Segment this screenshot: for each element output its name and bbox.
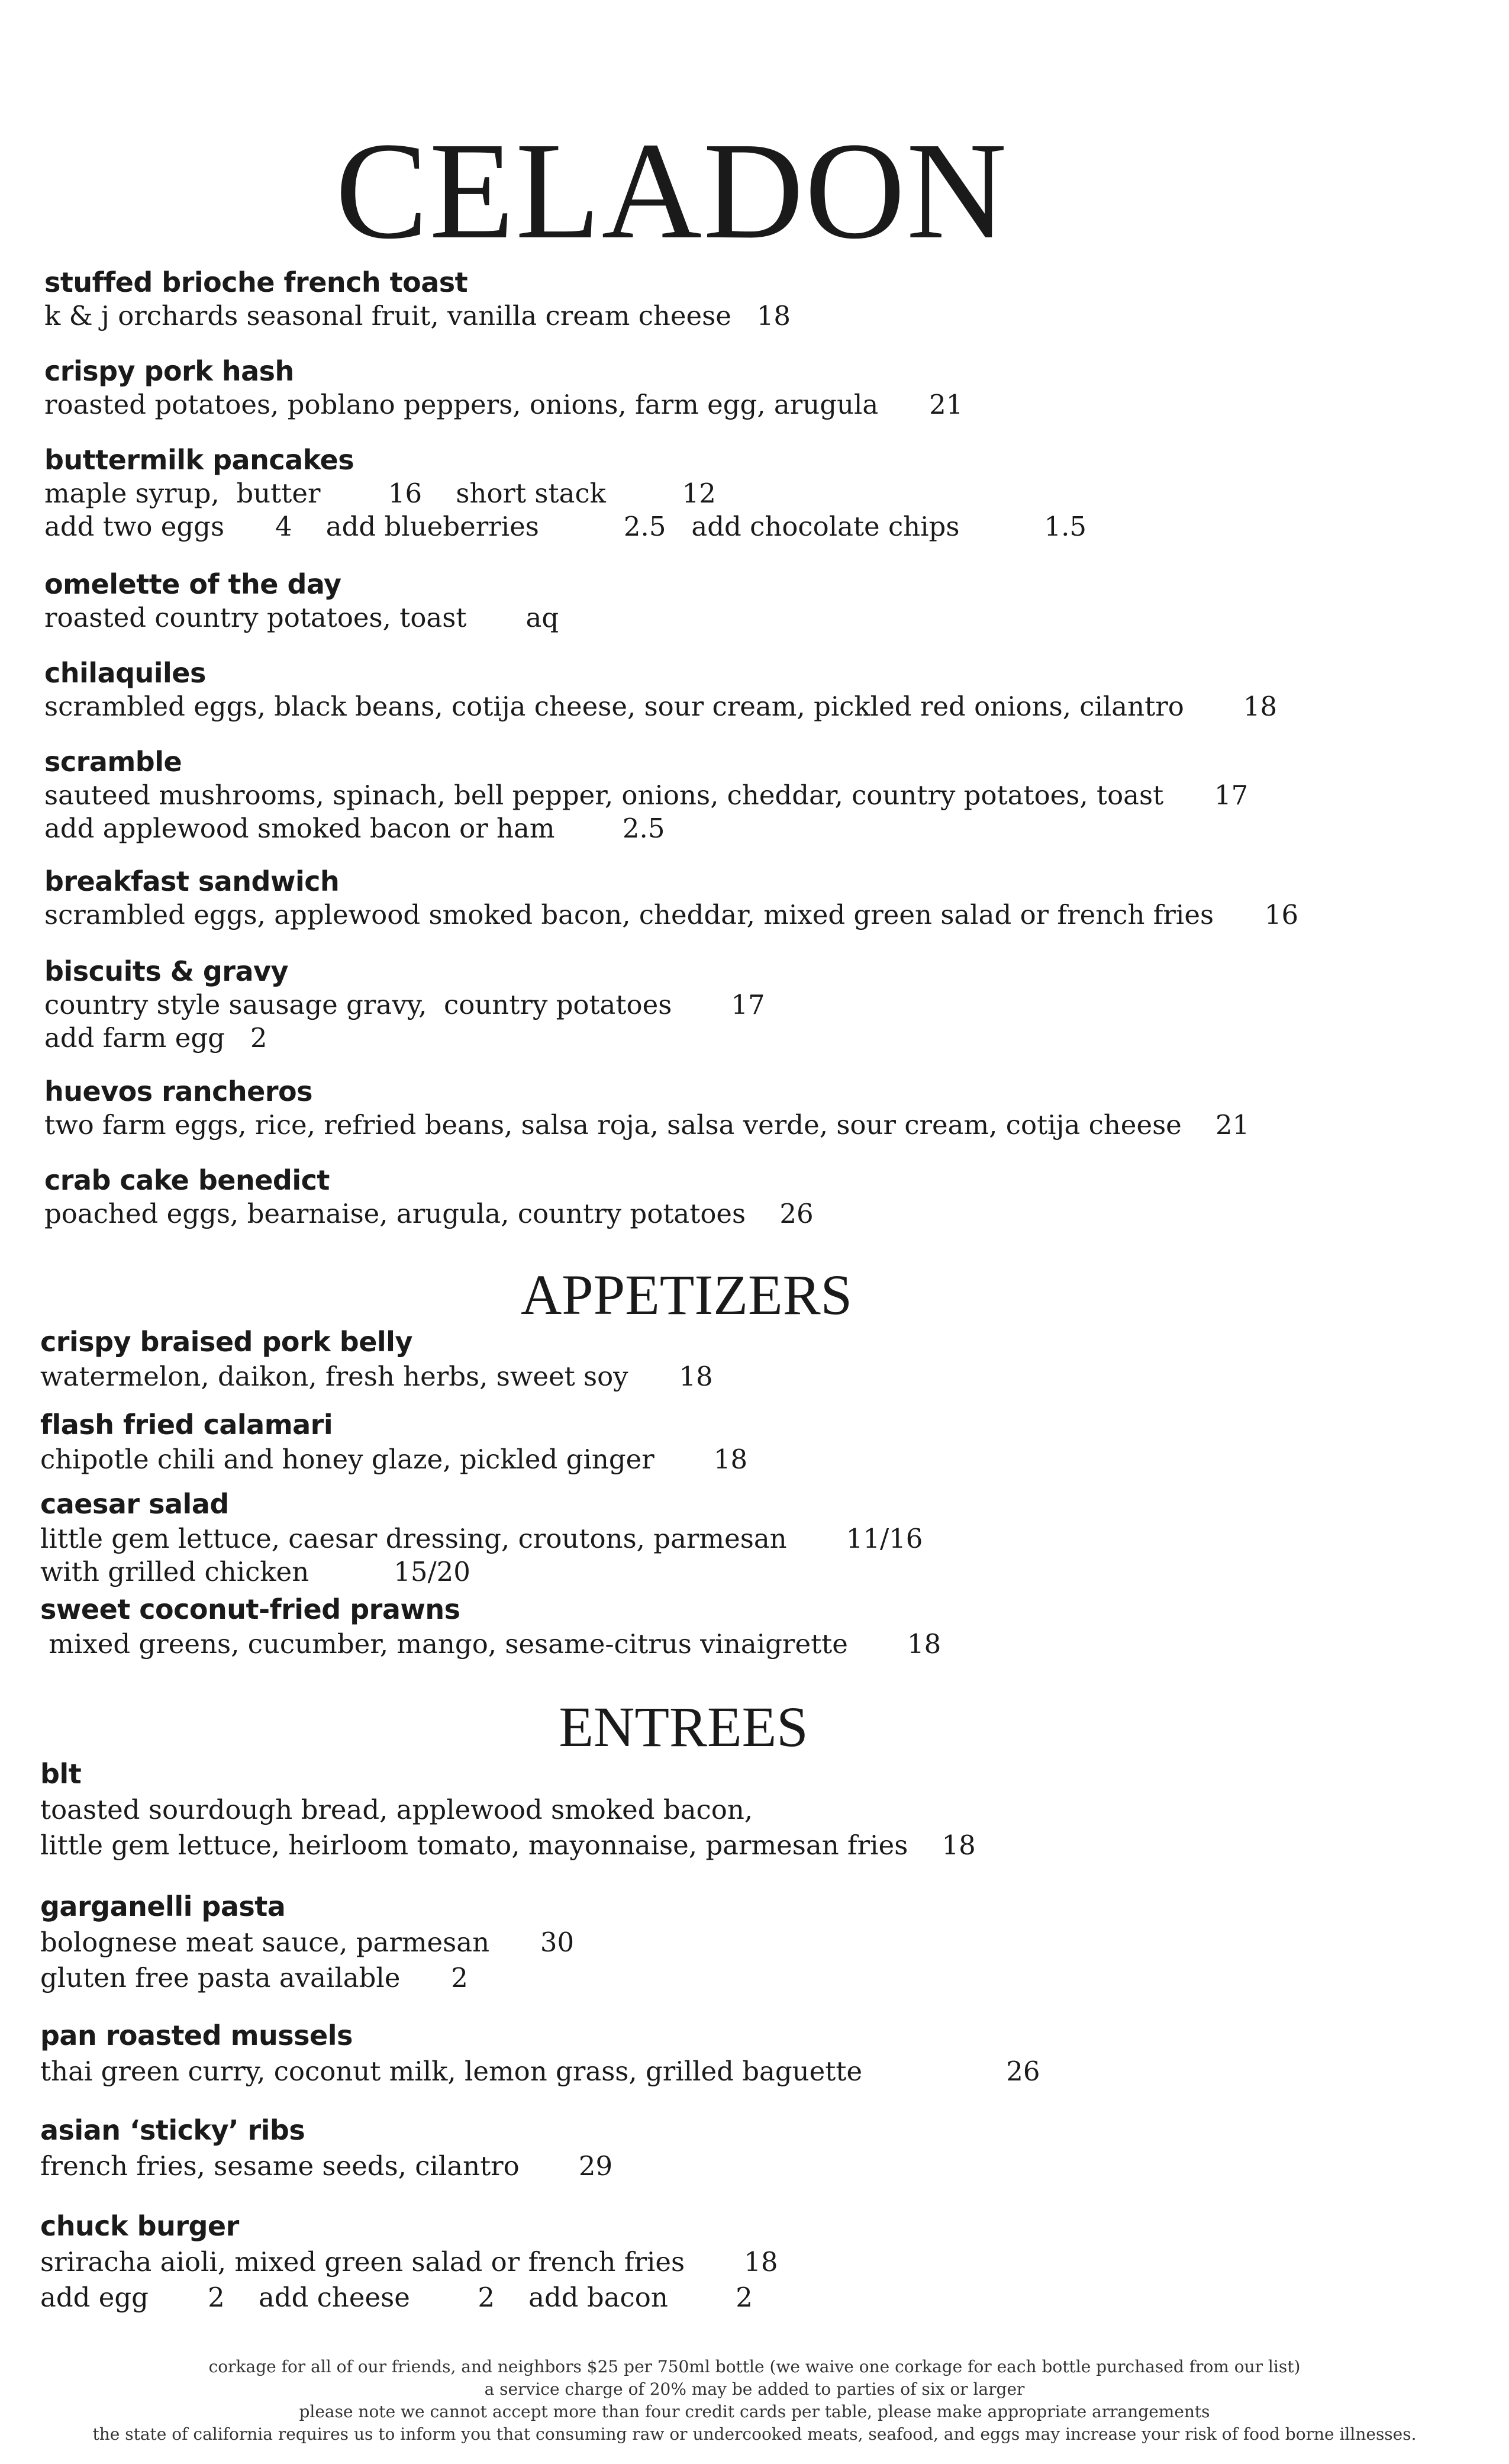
menu-item [40, 2112, 612, 2184]
menu-item-name: scramble [44, 746, 182, 778]
menu-item-description: little gem lettuce, heirloom tomato, mayonnaise, parmesan fries 18 [40, 1830, 976, 1861]
menu-item [40, 1888, 574, 1996]
restaurant-title [0, 114, 1509, 268]
menu-footer-notes [0, 2356, 1509, 2446]
menu-item-name: blt [40, 1758, 82, 1790]
menu-item-name: huevos rancheros [44, 1075, 313, 1107]
appetizers-heading [0, 1263, 1509, 1326]
service-charge-note: a service charge of 20% may be added to parties of six or larger [484, 2379, 1025, 2399]
menu-item-name: crispy pork hash [44, 355, 294, 387]
menu-item-description: maple syrup, butter 16 short stack 12 [44, 478, 716, 509]
menu-item-name: breakfast sandwich [44, 865, 340, 897]
menu-item-description: scrambled eggs, black beans, cotija cheese, sour cream, pickled red onions, cilantro 18 [44, 691, 1278, 722]
menu-item-name: crispy braised pork belly [40, 1326, 412, 1358]
menu-item-name: asian ‘sticky’ ribs [40, 2114, 305, 2146]
menu-item [40, 1323, 713, 1393]
menu-item-description: sauteed mushrooms, spinach, bell pepper, onions, cheddar, country potatoes, toast 17 [44, 780, 1249, 811]
menu-item [40, 1756, 976, 1863]
menu-item [44, 567, 559, 634]
menu-item-description: chipotle chili and honey glaze, pickled ginger 18 [40, 1444, 748, 1475]
menu-item-description: watermelon, daikon, fresh herbs, sweet soy 18 [40, 1361, 713, 1392]
menu-item-description: roasted country potatoes, toast aq [44, 602, 559, 633]
menu-item-name: flash fried calamari [40, 1409, 333, 1441]
menu-item-description: add farm egg 2 [44, 1022, 267, 1054]
menu-item-description: country style sausage gravy, country potatoes 17 [44, 989, 765, 1020]
menu-item-name: crab cake benedict [44, 1164, 330, 1196]
corkage-note: corkage for all of our friends, and neighbors $25 per 750ml bottle (we waive one corkage for each bottle purchased from our list) [208, 2357, 1301, 2376]
menu-item-name: buttermilk pancakes [44, 444, 354, 476]
menu-item-description: gluten free pasta available 2 [40, 1962, 468, 1993]
menu-item-name: pan roasted mussels [40, 2019, 353, 2051]
menu-item-description: scrambled eggs, applewood smoked bacon, cheddar, mixed green salad or french fries 16 [44, 899, 1299, 930]
menu-item [44, 1163, 814, 1231]
menu-item [44, 443, 1086, 543]
menu-item-name: caesar salad [40, 1488, 229, 1520]
menu-item-description: two farm eggs, rice, refried beans, salsa roja, salsa verde, sour cream, cotija cheese 21 [44, 1109, 1250, 1141]
menu-item-name: garganelli pasta [40, 1890, 286, 1922]
appetizers-heading-text: APPETIZERS [520, 1263, 853, 1326]
menu-item-description: french fries, sesame seeds, cilantro 29 [40, 2150, 613, 2182]
menu-item-description: with grilled chicken 15/20 [40, 1556, 470, 1587]
menu-item [44, 1074, 1249, 1142]
menu-item [40, 2017, 1040, 2089]
menu-item-name: sweet coconut-fried prawns [40, 1593, 460, 1625]
menu-item-description: add two eggs 4 add blueberries 2.5 add chocolate chips 1.5 [44, 511, 1087, 542]
menu-item-description: little gem lettuce, caesar dressing, croutons, parmesan 11/16 [40, 1523, 923, 1554]
menu-item-description: mixed greens, cucumber, mango, sesame-citrus vinaigrette 18 [40, 1628, 941, 1660]
menu-item-name: omelette of the day [44, 568, 341, 600]
menu-item-description: k & j orchards seasonal fruit, vanilla cream cheese 18 [44, 300, 791, 331]
menu-item-description: bolognese meat sauce, parmesan 30 [40, 1927, 575, 1958]
menu-item [44, 265, 791, 333]
menu-item-name: biscuits & gravy [44, 955, 288, 987]
menu-item [40, 2208, 778, 2315]
menu-item-description: toasted sourdough bread, applewood smoked bacon, [40, 1794, 753, 1825]
menu-item [44, 864, 1298, 932]
menu-item [44, 354, 963, 421]
menu-item [44, 745, 1248, 845]
menu-item [40, 1406, 747, 1476]
credit-card-note: please note we cannot accept more than four credit cards per table, please make appropriate arrangements [299, 2402, 1210, 2421]
menu-item-description: add egg 2 add cheese 2 add bacon 2 [40, 2282, 753, 2313]
menu-item-description: roasted potatoes, poblano peppers, onions, farm egg, arugula 21 [44, 389, 963, 420]
menu-item-description: sriracha aioli, mixed green salad or french fries 18 [40, 2246, 778, 2278]
menu-item [44, 656, 1277, 723]
menu-item-name: chuck burger [40, 2210, 239, 2242]
menu-item [40, 1486, 923, 1589]
menu-item-name: stuffed brioche french toast [44, 266, 468, 298]
menu-item-name: chilaquiles [44, 657, 206, 689]
entrees-heading [0, 1695, 1509, 1758]
menu-item-description: add applewood smoked bacon or ham 2.5 [44, 813, 665, 844]
menu-item [40, 1591, 941, 1661]
menu-item-description: thai green curry, coconut milk, lemon grass, grilled baguette 26 [40, 2056, 1040, 2087]
menu-item [44, 954, 765, 1055]
food-safety-note: the state of california requires us to inform you that consuming raw or undercooked meats, seafood, and eggs may increase your risk of food borne illnesses. [92, 2424, 1417, 2444]
restaurant-title-text: CELADON [335, 114, 1008, 268]
menu-item-description: poached eggs, bearnaise, arugula, country potatoes 26 [44, 1198, 814, 1229]
entrees-heading-text: ENTREES [559, 1695, 808, 1758]
